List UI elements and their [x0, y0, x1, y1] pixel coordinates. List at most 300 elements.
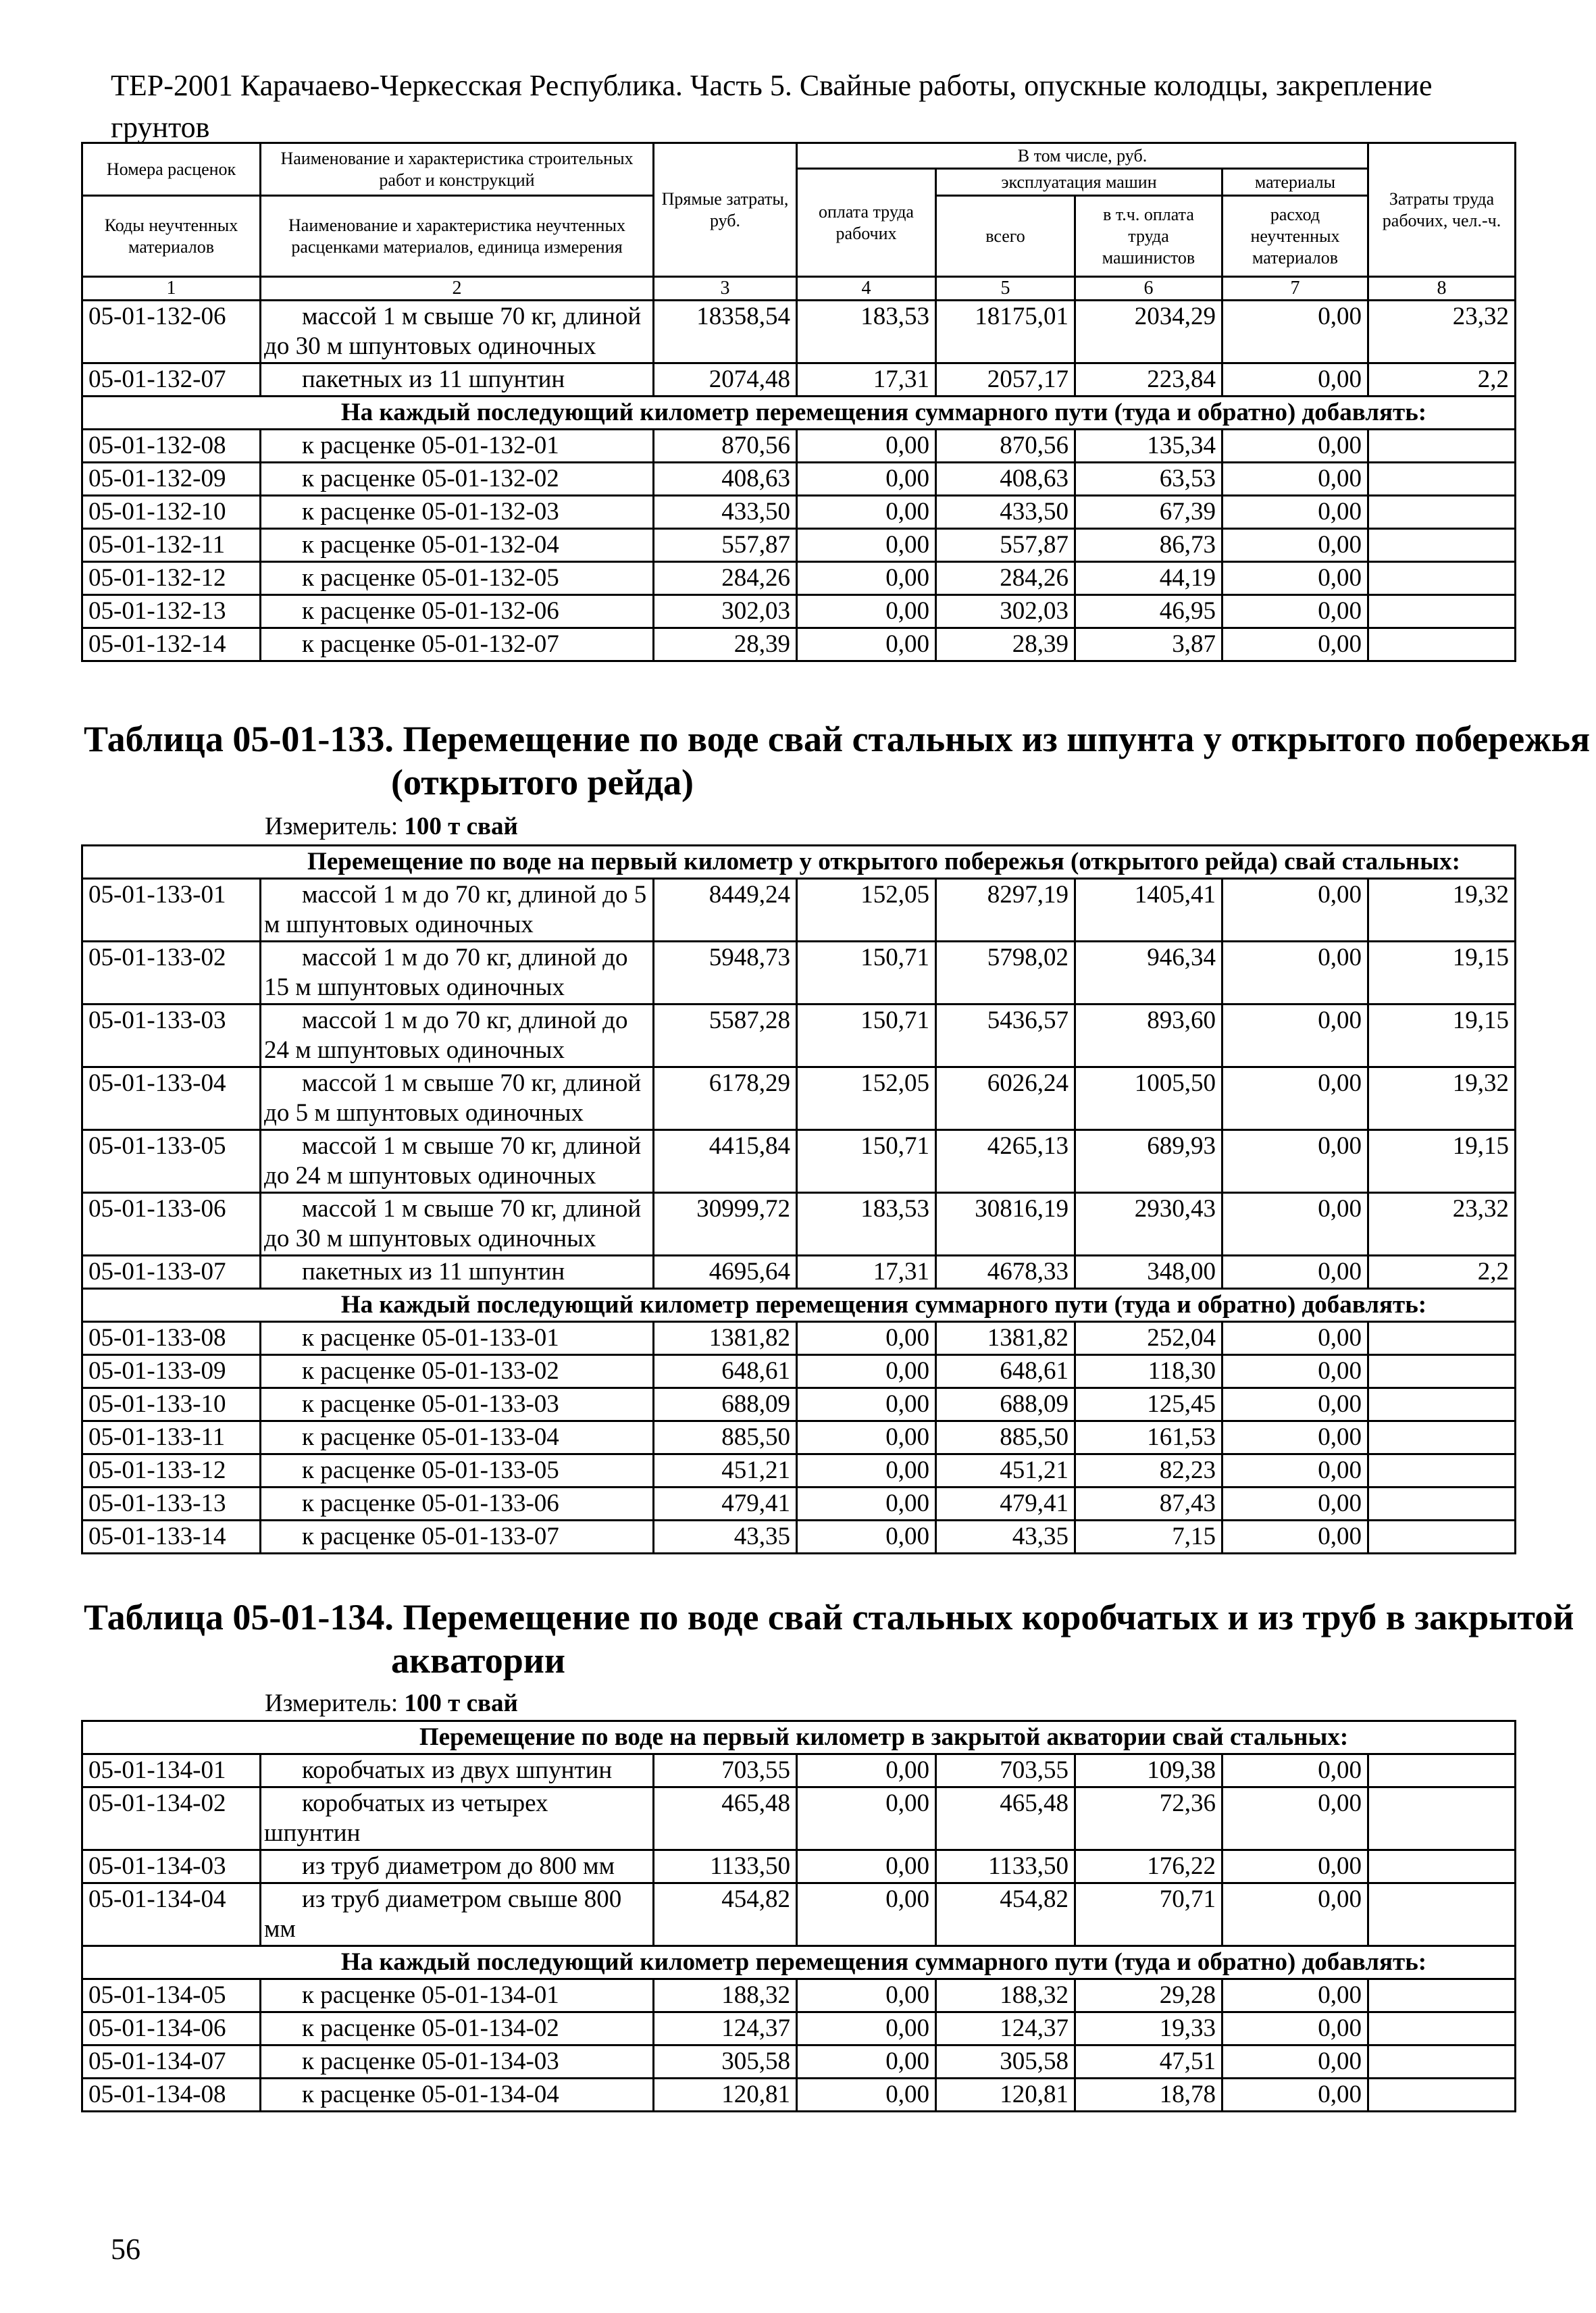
header-including: В том числе, руб.	[797, 143, 1368, 169]
table-row	[82, 1355, 1516, 1388]
direct-costs: 188,32	[654, 1979, 797, 2012]
measure-label: Измеритель:	[265, 1689, 398, 1717]
table-row	[82, 496, 1516, 529]
table-row	[82, 301, 1516, 363]
labor-pay: 183,53	[797, 1193, 936, 1256]
labor-pay: 0,00	[797, 1787, 936, 1850]
materials: 0,00	[1222, 942, 1368, 1005]
table-body	[82, 846, 1516, 1554]
header-labor-pay: оплата труда рабочих	[797, 169, 936, 277]
rate-code: 05-01-132-11	[82, 529, 261, 562]
work-name: массой 1 м свыше 70 кг, длиной до 30 м шпунтовых одиночных	[261, 1193, 654, 1256]
header-materials: материалы	[1222, 169, 1368, 196]
column-number: 5	[936, 277, 1075, 301]
rate-code: 05-01-134-02	[82, 1787, 261, 1850]
direct-costs: 18358,54	[654, 301, 797, 363]
machines-total: 30816,19	[936, 1193, 1075, 1256]
column-number: 8	[1368, 277, 1516, 301]
machinist-pay: 29,28	[1075, 1979, 1222, 2012]
direct-costs: 557,87	[654, 529, 797, 562]
table-row	[82, 1850, 1516, 1883]
machines-total: 302,03	[936, 595, 1075, 628]
direct-costs: 408,63	[654, 463, 797, 496]
section-heading: Перемещение по воде на первый километр в закрытой акватории свай стальных:	[82, 1721, 1516, 1754]
direct-costs: 302,03	[654, 595, 797, 628]
rate-code: 05-01-132-09	[82, 463, 261, 496]
table-row	[82, 1454, 1516, 1488]
rate-code: 05-01-134-07	[82, 2045, 261, 2079]
direct-costs: 2074,48	[654, 363, 797, 397]
rate-code: 05-01-133-04	[82, 1067, 261, 1130]
rate-code: 05-01-133-11	[82, 1421, 261, 1454]
labor-pay: 0,00	[797, 1979, 936, 2012]
rate-code: 05-01-133-12	[82, 1454, 261, 1488]
machines-total: 2057,17	[936, 363, 1075, 397]
materials: 0,00	[1222, 562, 1368, 595]
document-header: ТЕР-2001 Карачаево-Черкесская Республика. Часть 5. Свайные работы, опускные колодцы, закрепление грунтов	[111, 69, 1433, 144]
section-heading: Перемещение по воде на первый километр у открытого побережья (открытого рейда) свай стальных:	[82, 846, 1516, 879]
machines-total: 1381,82	[936, 1322, 1075, 1355]
labor-costs: 2,2	[1368, 1256, 1516, 1289]
labor-pay: 0,00	[797, 2079, 936, 2112]
materials: 0,00	[1222, 1521, 1368, 1554]
machinist-pay: 7,15	[1075, 1521, 1222, 1554]
machinist-pay: 2034,29	[1075, 301, 1222, 363]
materials: 0,00	[1222, 2012, 1368, 2045]
work-name: массой 1 м свыше 70 кг, длиной до 24 м шпунтовых одиночных	[261, 1130, 654, 1193]
table-row	[82, 879, 1516, 942]
work-name: массой 1 м свыше 70 кг, длиной до 5 м шпунтовых одиночных	[261, 1067, 654, 1130]
machines-total: 1133,50	[936, 1850, 1075, 1883]
labor-pay: 0,00	[797, 628, 936, 661]
materials: 0,00	[1222, 496, 1368, 529]
labor-pay: 0,00	[797, 529, 936, 562]
work-name: к расценке 05-01-133-03	[261, 1388, 654, 1421]
labor-costs	[1368, 1355, 1516, 1388]
machinist-pay: 125,45	[1075, 1388, 1222, 1421]
labor-pay: 150,71	[797, 942, 936, 1005]
materials: 0,00	[1222, 1979, 1368, 2012]
labor-pay: 0,00	[797, 1754, 936, 1787]
materials: 0,00	[1222, 1193, 1368, 1256]
header-direct-costs: Прямые затраты, руб.	[654, 143, 797, 277]
table-05-01-133	[81, 844, 1516, 1554]
machines-total: 43,35	[936, 1521, 1075, 1554]
measure-unit-133	[265, 812, 518, 841]
rate-code: 05-01-132-13	[82, 595, 261, 628]
machines-total: 28,39	[936, 628, 1075, 661]
labor-pay: 0,00	[797, 1883, 936, 1946]
machines-total: 688,09	[936, 1388, 1075, 1421]
table-row	[82, 1067, 1516, 1130]
table-row	[82, 1322, 1516, 1355]
labor-costs	[1368, 1754, 1516, 1787]
machines-total: 5436,57	[936, 1005, 1075, 1067]
rate-code: 05-01-133-02	[82, 942, 261, 1005]
direct-costs: 433,50	[654, 496, 797, 529]
labor-pay: 0,00	[797, 1388, 936, 1421]
direct-costs: 479,41	[654, 1488, 797, 1521]
labor-costs	[1368, 430, 1516, 463]
table-body	[82, 301, 1516, 661]
labor-costs: 23,32	[1368, 301, 1516, 363]
header-labor-costs: Затраты труда рабочих, чел.-ч.	[1368, 143, 1516, 277]
table-row	[82, 1979, 1516, 2012]
direct-costs: 465,48	[654, 1787, 797, 1850]
machinist-pay: 946,34	[1075, 942, 1222, 1005]
direct-costs: 688,09	[654, 1388, 797, 1421]
table-body	[82, 1721, 1516, 2112]
direct-costs: 885,50	[654, 1421, 797, 1454]
work-name: к расценке 05-01-133-06	[261, 1488, 654, 1521]
materials: 0,00	[1222, 2079, 1368, 2112]
table-title-134	[84, 1596, 1574, 1682]
labor-pay: 0,00	[797, 463, 936, 496]
materials: 0,00	[1222, 1067, 1368, 1130]
labor-costs: 19,32	[1368, 1067, 1516, 1130]
direct-costs: 124,37	[654, 2012, 797, 2045]
rate-code: 05-01-134-01	[82, 1754, 261, 1787]
work-name: коробчатых из двух шпунтин	[261, 1754, 654, 1787]
direct-costs: 5948,73	[654, 942, 797, 1005]
machinist-pay: 223,84	[1075, 363, 1222, 397]
table-row	[82, 463, 1516, 496]
machines-total: 557,87	[936, 529, 1075, 562]
header-material-name: Наименование и характеристика неучтенных расценками материалов, единица измерения	[261, 196, 654, 277]
direct-costs: 284,26	[654, 562, 797, 595]
materials: 0,00	[1222, 1787, 1368, 1850]
machinist-pay: 1005,50	[1075, 1067, 1222, 1130]
machines-total: 188,32	[936, 1979, 1075, 2012]
labor-costs	[1368, 595, 1516, 628]
direct-costs: 6178,29	[654, 1067, 797, 1130]
labor-pay: 0,00	[797, 496, 936, 529]
section-row	[82, 1946, 1516, 1979]
labor-pay: 150,71	[797, 1130, 936, 1193]
table-05-01-134	[81, 1720, 1516, 2112]
rate-code: 05-01-133-14	[82, 1521, 261, 1554]
labor-costs	[1368, 463, 1516, 496]
machinist-pay: 118,30	[1075, 1355, 1222, 1388]
table-row	[82, 2079, 1516, 2112]
machinist-pay: 19,33	[1075, 2012, 1222, 2045]
labor-costs: 19,15	[1368, 942, 1516, 1005]
labor-pay: 0,00	[797, 1355, 936, 1388]
section-heading: На каждый последующий километр перемещения суммарного пути (туда и обратно) добавлять:	[82, 1946, 1516, 1979]
machinist-pay: 44,19	[1075, 562, 1222, 595]
header-machinist-pay: в т.ч. оплата труда машинистов	[1075, 196, 1222, 277]
work-name: к расценке 05-01-132-02	[261, 463, 654, 496]
labor-pay: 0,00	[797, 1421, 936, 1454]
labor-costs	[1368, 562, 1516, 595]
table-row	[82, 1754, 1516, 1787]
work-name: к расценке 05-01-133-04	[261, 1421, 654, 1454]
machines-total: 6026,24	[936, 1067, 1075, 1130]
labor-pay: 150,71	[797, 1005, 936, 1067]
rate-code: 05-01-134-05	[82, 1979, 261, 2012]
header-unaccounted-materials: расход неучтенных материалов	[1222, 196, 1368, 277]
machinist-pay: 47,51	[1075, 2045, 1222, 2079]
machinist-pay: 689,93	[1075, 1130, 1222, 1193]
table-row	[82, 363, 1516, 397]
table-title-line2: (открытого рейда)	[391, 762, 694, 803]
machinist-pay: 86,73	[1075, 529, 1222, 562]
machines-total: 4678,33	[936, 1256, 1075, 1289]
header-machines: эксплуатация машин	[936, 169, 1222, 196]
measure-value: 100 т свай	[404, 1689, 518, 1717]
labor-costs	[1368, 2079, 1516, 2112]
materials: 0,00	[1222, 628, 1368, 661]
materials: 0,00	[1222, 1130, 1368, 1193]
labor-pay: 0,00	[797, 562, 936, 595]
table-row	[82, 1521, 1516, 1554]
labor-costs	[1368, 1488, 1516, 1521]
direct-costs: 28,39	[654, 628, 797, 661]
work-name: к расценке 05-01-132-04	[261, 529, 654, 562]
column-number: 3	[654, 277, 797, 301]
work-name: к расценке 05-01-133-07	[261, 1521, 654, 1554]
work-name: к расценке 05-01-132-05	[261, 562, 654, 595]
materials: 0,00	[1222, 2045, 1368, 2079]
labor-pay: 183,53	[797, 301, 936, 363]
labor-pay: 152,05	[797, 879, 936, 942]
rate-code: 05-01-134-04	[82, 1883, 261, 1946]
machines-total: 870,56	[936, 430, 1075, 463]
section-heading: На каждый последующий километр перемещения суммарного пути (туда и обратно) добавлять:	[82, 1289, 1516, 1322]
materials: 0,00	[1222, 1322, 1368, 1355]
labor-costs	[1368, 2045, 1516, 2079]
materials: 0,00	[1222, 1388, 1368, 1421]
rate-code: 05-01-132-08	[82, 430, 261, 463]
work-name: коробчатых из четырех шпунтин	[261, 1787, 654, 1850]
rate-code: 05-01-133-07	[82, 1256, 261, 1289]
section-row	[82, 846, 1516, 879]
direct-costs: 703,55	[654, 1754, 797, 1787]
work-name: к расценке 05-01-133-01	[261, 1322, 654, 1355]
work-name: массой 1 м свыше 70 кг, длиной до 30 м шпунтовых одиночных	[261, 301, 654, 363]
table-row	[82, 1488, 1516, 1521]
work-name: из труб диаметром свыше 800 мм	[261, 1883, 654, 1946]
machines-total: 124,37	[936, 2012, 1075, 2045]
labor-costs	[1368, 496, 1516, 529]
machines-total: 648,61	[936, 1355, 1075, 1388]
direct-costs: 30999,72	[654, 1193, 797, 1256]
labor-costs	[1368, 1883, 1516, 1946]
direct-costs: 648,61	[654, 1355, 797, 1388]
work-name: массой 1 м до 70 кг, длиной до 5 м шпунтовых одиночных	[261, 879, 654, 942]
measure-label: Измеритель:	[265, 813, 398, 840]
materials: 0,00	[1222, 363, 1368, 397]
labor-pay: 17,31	[797, 1256, 936, 1289]
labor-costs	[1368, 628, 1516, 661]
table-row	[82, 942, 1516, 1005]
materials: 0,00	[1222, 1850, 1368, 1883]
rate-code: 05-01-132-14	[82, 628, 261, 661]
labor-pay: 0,00	[797, 595, 936, 628]
machinist-pay: 893,60	[1075, 1005, 1222, 1067]
materials: 0,00	[1222, 1256, 1368, 1289]
table-row	[82, 2012, 1516, 2045]
header-work-name: Наименование и характеристика строительных работ и конструкций	[261, 143, 654, 196]
machinist-pay: 46,95	[1075, 595, 1222, 628]
rate-code: 05-01-133-13	[82, 1488, 261, 1521]
column-number: 2	[261, 277, 654, 301]
work-name: к расценке 05-01-134-03	[261, 2045, 654, 2079]
machinist-pay: 18,78	[1075, 2079, 1222, 2112]
materials: 0,00	[1222, 301, 1368, 363]
materials: 0,00	[1222, 430, 1368, 463]
table-row	[82, 1005, 1516, 1067]
header-rate-numbers: Номера расценок	[82, 143, 261, 196]
table-row	[82, 1388, 1516, 1421]
labor-costs	[1368, 1979, 1516, 2012]
machines-total: 703,55	[936, 1754, 1075, 1787]
work-name: к расценке 05-01-132-01	[261, 430, 654, 463]
table-row	[82, 1883, 1516, 1946]
labor-costs	[1368, 1787, 1516, 1850]
machines-total: 408,63	[936, 463, 1075, 496]
machines-total: 4265,13	[936, 1130, 1075, 1193]
direct-costs: 8449,24	[654, 879, 797, 942]
labor-costs	[1368, 1421, 1516, 1454]
rate-code: 05-01-132-06	[82, 301, 261, 363]
section-row	[82, 397, 1516, 430]
machinist-pay: 109,38	[1075, 1754, 1222, 1787]
table-row	[82, 529, 1516, 562]
column-number: 4	[797, 277, 936, 301]
labor-costs: 19,15	[1368, 1130, 1516, 1193]
materials: 0,00	[1222, 879, 1368, 942]
labor-costs	[1368, 1388, 1516, 1421]
header-material-codes: Коды неучтенных материалов	[82, 196, 261, 277]
rate-code: 05-01-134-03	[82, 1850, 261, 1883]
table-row	[82, 595, 1516, 628]
labor-costs	[1368, 529, 1516, 562]
machinist-pay: 252,04	[1075, 1322, 1222, 1355]
labor-pay: 0,00	[797, 2012, 936, 2045]
machinist-pay: 67,39	[1075, 496, 1222, 529]
machines-total: 465,48	[936, 1787, 1075, 1850]
rate-code: 05-01-133-09	[82, 1355, 261, 1388]
machines-total: 284,26	[936, 562, 1075, 595]
table-row	[82, 430, 1516, 463]
labor-pay: 0,00	[797, 430, 936, 463]
rate-code: 05-01-134-08	[82, 2079, 261, 2112]
direct-costs: 4415,84	[654, 1130, 797, 1193]
work-name: из труб диаметром до 800 мм	[261, 1850, 654, 1883]
rate-code: 05-01-133-01	[82, 879, 261, 942]
labor-costs	[1368, 1850, 1516, 1883]
machinist-pay: 348,00	[1075, 1256, 1222, 1289]
materials: 0,00	[1222, 595, 1368, 628]
table-title-line2: акватории	[391, 1640, 565, 1681]
rate-code: 05-01-133-06	[82, 1193, 261, 1256]
rate-code: 05-01-132-10	[82, 496, 261, 529]
labor-costs	[1368, 2012, 1516, 2045]
labor-costs: 19,15	[1368, 1005, 1516, 1067]
direct-costs: 454,82	[654, 1883, 797, 1946]
table-row	[82, 1130, 1516, 1193]
machinist-pay: 3,87	[1075, 628, 1222, 661]
table-title-line1: Таблица 05-01-133. Перемещение по воде свай стальных из шпунта у открытого побережья	[84, 719, 1591, 759]
labor-pay: 0,00	[797, 1322, 936, 1355]
table-title-line1: Таблица 05-01-134. Перемещение по воде свай стальных коробчатых и из труб в закрытой	[84, 1597, 1574, 1637]
materials: 0,00	[1222, 1355, 1368, 1388]
column-number: 7	[1222, 277, 1368, 301]
machines-total: 5798,02	[936, 942, 1075, 1005]
rate-code: 05-01-133-03	[82, 1005, 261, 1067]
direct-costs: 4695,64	[654, 1256, 797, 1289]
table-05-01-132	[81, 142, 1516, 662]
work-name: к расценке 05-01-133-05	[261, 1454, 654, 1488]
labor-pay: 152,05	[797, 1067, 936, 1130]
machinist-pay: 2930,43	[1075, 1193, 1222, 1256]
direct-costs: 305,58	[654, 2045, 797, 2079]
measure-unit-134	[265, 1689, 518, 1718]
machinist-pay: 63,53	[1075, 463, 1222, 496]
rate-code: 05-01-133-08	[82, 1322, 261, 1355]
rate-code: 05-01-133-05	[82, 1130, 261, 1193]
rate-code: 05-01-133-10	[82, 1388, 261, 1421]
machines-total: 305,58	[936, 2045, 1075, 2079]
work-name: к расценке 05-01-132-03	[261, 496, 654, 529]
labor-costs: 23,32	[1368, 1193, 1516, 1256]
table-row	[82, 1421, 1516, 1454]
labor-costs	[1368, 1322, 1516, 1355]
work-name: пакетных из 11 шпунтин	[261, 363, 654, 397]
machines-total: 120,81	[936, 2079, 1075, 2112]
section-heading: На каждый последующий километр перемещения суммарного пути (туда и обратно) добавлять:	[82, 397, 1516, 430]
machines-total: 885,50	[936, 1421, 1075, 1454]
table-row	[82, 1193, 1516, 1256]
materials: 0,00	[1222, 1754, 1368, 1787]
work-name: массой 1 м до 70 кг, длиной до 15 м шпунтовых одиночных	[261, 942, 654, 1005]
direct-costs: 870,56	[654, 430, 797, 463]
work-name: к расценке 05-01-134-02	[261, 2012, 654, 2045]
direct-costs: 5587,28	[654, 1005, 797, 1067]
materials: 0,00	[1222, 1454, 1368, 1488]
materials: 0,00	[1222, 1488, 1368, 1521]
direct-costs: 120,81	[654, 2079, 797, 2112]
direct-costs: 451,21	[654, 1454, 797, 1488]
machinist-pay: 135,34	[1075, 430, 1222, 463]
rate-code: 05-01-132-07	[82, 363, 261, 397]
section-row	[82, 1721, 1516, 1754]
direct-costs: 1133,50	[654, 1850, 797, 1883]
materials: 0,00	[1222, 1883, 1368, 1946]
work-name: массой 1 м до 70 кг, длиной до 24 м шпунтовых одиночных	[261, 1005, 654, 1067]
labor-costs	[1368, 1454, 1516, 1488]
table-row	[82, 1256, 1516, 1289]
work-name: к расценке 05-01-134-01	[261, 1979, 654, 2012]
materials: 0,00	[1222, 529, 1368, 562]
labor-costs	[1368, 1521, 1516, 1554]
labor-pay: 0,00	[797, 2045, 936, 2079]
machinist-pay: 82,23	[1075, 1454, 1222, 1488]
table-title-133	[84, 717, 1590, 804]
column-number: 1	[82, 277, 261, 301]
machinist-pay: 87,43	[1075, 1488, 1222, 1521]
header-machines-total: всего	[936, 196, 1075, 277]
materials: 0,00	[1222, 463, 1368, 496]
labor-pay: 0,00	[797, 1521, 936, 1554]
work-name: пакетных из 11 шпунтин	[261, 1256, 654, 1289]
machinist-pay: 70,71	[1075, 1883, 1222, 1946]
labor-costs: 2,2	[1368, 363, 1516, 397]
page-number: 56	[111, 2233, 140, 2266]
machinist-pay: 72,36	[1075, 1787, 1222, 1850]
labor-pay: 0,00	[797, 1454, 936, 1488]
